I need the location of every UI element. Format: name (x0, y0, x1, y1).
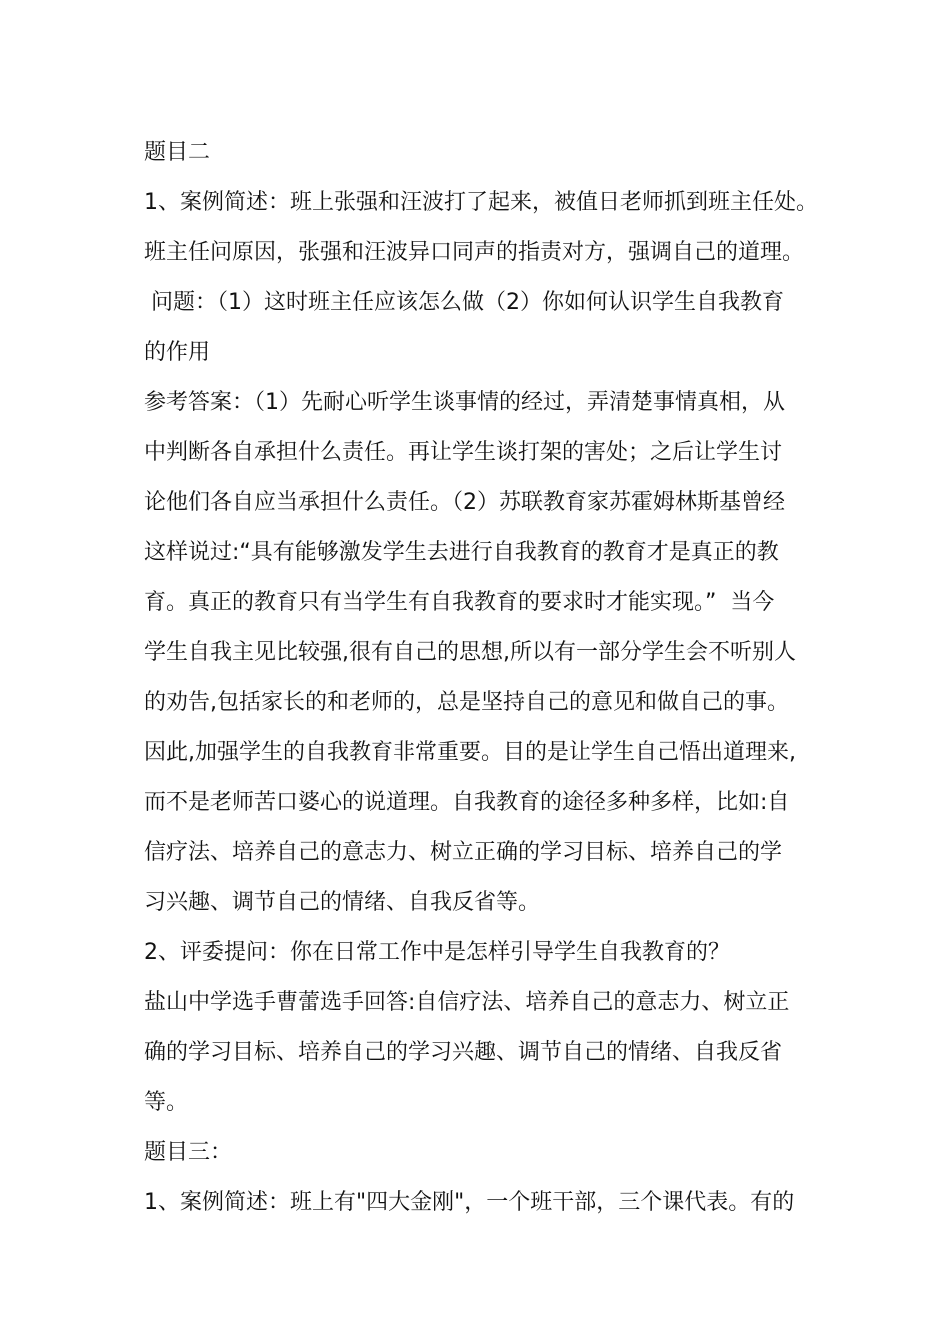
text-line: 中判断各自承担什么责任。再让学生谈打架的害处；之后让学生讨 (144, 440, 783, 465)
document-page (144, 128, 824, 1228)
text-line: 习兴趣、调节自己的情绪、自我反省等。 (144, 890, 541, 915)
text-line: 信疗法、培养自己的意志力、树立正确的学习目标、培养自己的学 (144, 840, 783, 865)
text-line: 问题：（1）这时班主任应该怎么做（2）你如何认识学生自我教育 (144, 290, 784, 315)
text-line: 班主任问原因，张强和汪波异口同声的指责对方，强调自己的道理。 (144, 240, 805, 265)
text-line: 的作用 (144, 340, 211, 365)
text-line: 等。 (144, 1090, 189, 1115)
text-line: 育。真正的教育只有当学生有自我教育的要求时才能实现。” 当今 (144, 590, 775, 615)
heading-topic-three: 题目三： (144, 1140, 233, 1165)
text-line: 参考答案：（1）先耐心听学生谈事情的经过，弄清楚事情真相，从 (144, 390, 785, 415)
text-line: 1、案例简述：班上张强和汪波打了起来，被值日老师抓到班主任处。 (144, 190, 818, 215)
text-line: 确的学习目标、培养自己的学习兴趣、调节自己的情绪、自我反省 (144, 1040, 783, 1065)
text-line: 因此,加强学生的自我教育非常重要。目的是让学生自己悟出道理来, (144, 740, 796, 765)
text-line: 学生自我主见比较强,很有自己的思想,所以有一部分学生会不听别人 (144, 640, 796, 665)
text-line: 盐山中学选手曹蕾选手回答:自信疗法、培养自己的意志力、树立正 (144, 990, 790, 1015)
text-line: 的劝告,包括家长的和老师的，总是坚持自己的意见和做自己的事。 (144, 690, 789, 715)
text-line: 而不是老师苦口婆心的说道理。自我教育的途径多种多样，比如:自 (144, 790, 790, 815)
text-line: 2、评委提问：你在日常工作中是怎样引导学生自我教育的？ (144, 940, 730, 965)
heading-topic-two: 题目二 (144, 140, 211, 165)
text-line: 这样说过:“具有能够激发学生去进行自我教育的教育才是真正的教 (144, 540, 779, 565)
text-line: 论他们各自应当承担什么责任。（2）苏联教育家苏霍姆林斯基曾经 (144, 490, 785, 515)
text-line: 1、案例简述：班上有"四大金刚"，一个班干部，三个课代表。有的 (144, 1190, 795, 1215)
